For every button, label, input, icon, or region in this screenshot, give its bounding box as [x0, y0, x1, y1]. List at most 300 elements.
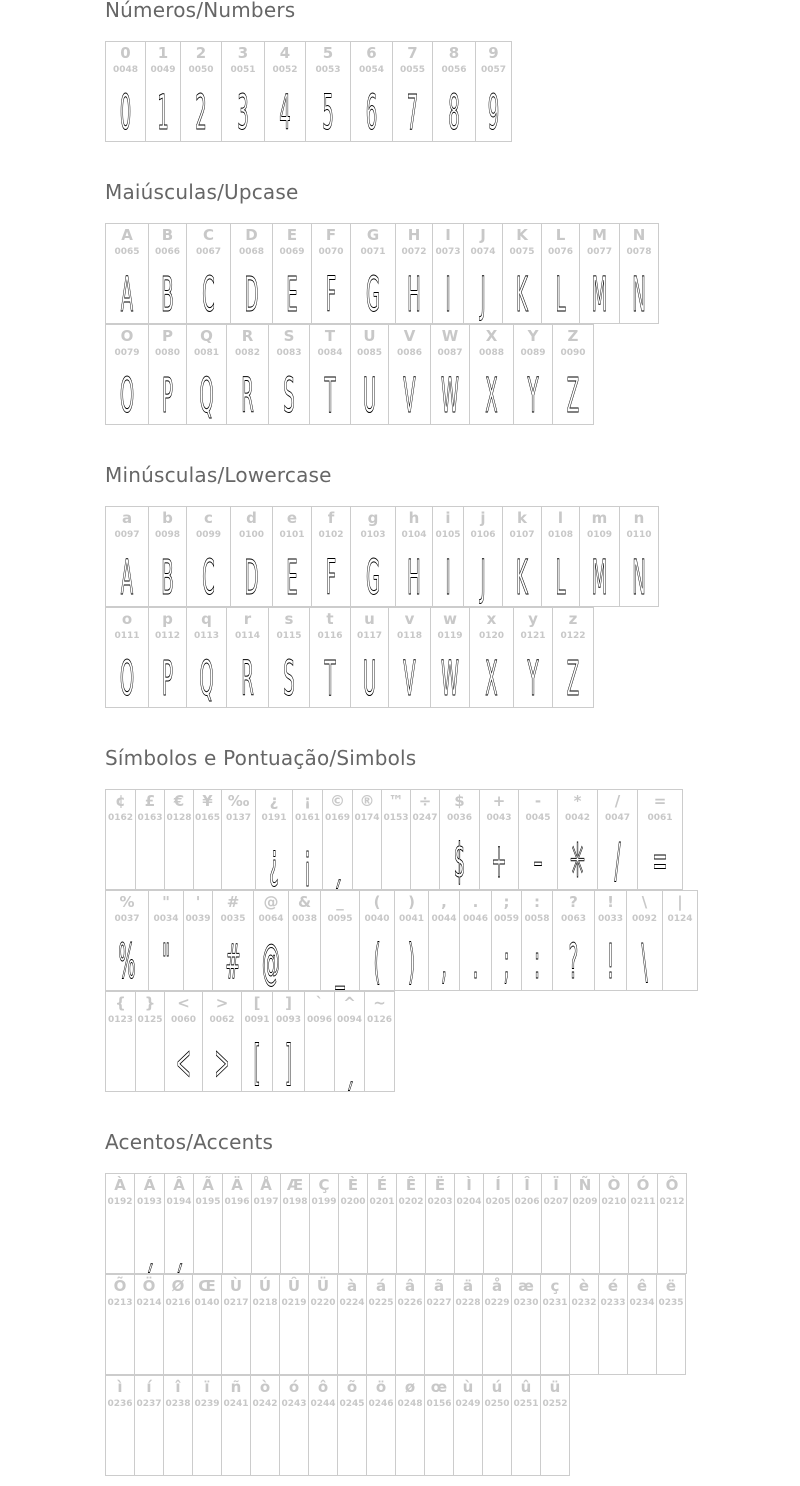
glyph-cell — [411, 790, 440, 890]
glyph-sample: J — [480, 267, 486, 323]
glyph-char-label: 7 — [407, 44, 418, 62]
glyph-char-label: £ — [144, 792, 156, 810]
glyph-code-label: 0213 — [107, 1298, 133, 1308]
glyph-code-label: 0251 — [513, 1399, 539, 1409]
glyph-sample — [433, 1420, 445, 1474]
glyph-cell — [310, 325, 351, 425]
glyph-code-label: 0204 — [456, 1197, 482, 1207]
glyph-sample: 2 — [195, 85, 207, 141]
glyph-cell — [620, 507, 659, 607]
glyph-cell — [135, 1174, 165, 1274]
glyph-char-label: œ — [430, 1378, 448, 1396]
glyph-sample — [172, 1420, 184, 1474]
glyph-sample: ! — [606, 934, 615, 990]
glyph-code-label: 0128 — [166, 813, 192, 823]
glyph-cell — [273, 224, 312, 324]
glyph-code-label: 0073 — [435, 247, 461, 257]
glyph-cell — [558, 790, 598, 890]
glyph-char-label: ~ — [373, 994, 386, 1012]
glyph-code-label: 0102 — [318, 530, 344, 540]
glyph-char-label: + — [492, 792, 506, 810]
glyph-cell — [599, 1275, 628, 1375]
glyph-cell — [431, 608, 470, 708]
glyph-cell — [135, 1275, 164, 1375]
glyph-cell — [476, 42, 512, 142]
glyph-row — [105, 991, 395, 1092]
glyph-cell — [310, 608, 351, 708]
glyph-code-label: 0161 — [294, 813, 321, 823]
glyph-sample: O — [119, 651, 135, 707]
glyph-sample — [666, 1218, 678, 1272]
glyph-char-label: ä — [462, 1277, 474, 1295]
glyph-sample — [346, 1420, 358, 1474]
glyph-cell — [433, 224, 464, 324]
glyph-sample: T — [324, 368, 336, 424]
glyph-code-label: 0101 — [279, 530, 305, 540]
glyph-char-label: ï — [204, 1378, 210, 1396]
glyph-sample — [607, 1319, 619, 1373]
glyph-sample — [404, 1420, 416, 1474]
glyph-cell — [351, 608, 389, 708]
glyph-code-label: 0197 — [253, 1197, 279, 1207]
glyph-char-label: ¥ — [202, 792, 213, 810]
glyph-cell — [222, 1376, 251, 1476]
glyph-cell — [321, 891, 360, 991]
glyph-code-label: 0252 — [542, 1399, 568, 1409]
glyph-char-label: 0 — [120, 44, 131, 62]
glyph-sample: . — [472, 934, 479, 990]
glyph-code-label: 0193 — [136, 1197, 163, 1207]
glyph-sample: P — [162, 651, 173, 707]
glyph-cell — [514, 608, 553, 708]
glyph-char-label: € — [173, 792, 185, 810]
glyph-code-label: 0085 — [356, 348, 383, 358]
glyph-cell — [165, 1174, 194, 1274]
glyph-code-label: 0209 — [572, 1197, 598, 1207]
glyph-sample — [405, 1218, 417, 1272]
glyph-char-label: j — [480, 509, 486, 527]
glyph-code-label: 0066 — [154, 247, 181, 257]
glyph-sample — [143, 1319, 155, 1373]
glyph-char-label: é — [607, 1277, 619, 1295]
glyph-code-label: 0119 — [437, 631, 463, 641]
glyph-cell — [396, 507, 433, 607]
glyph-sample — [288, 1319, 300, 1373]
glyph-code-label: 0116 — [317, 631, 343, 641]
glyph-char-label: Ú — [258, 1277, 272, 1295]
glyph-cell — [553, 891, 595, 991]
glyph-code-label: 0058 — [524, 914, 550, 924]
glyph-cell — [106, 224, 149, 324]
glyph-sample: 5 — [322, 85, 334, 141]
glyph-char-label: m — [591, 509, 608, 527]
glyph-code-label: 0153 — [383, 813, 409, 823]
glyph-sample — [144, 834, 156, 888]
glyph-code-label: 0060 — [170, 1015, 197, 1025]
glyph-cell — [396, 224, 433, 324]
glyph-char-label: ` — [315, 994, 324, 1012]
glyph-sample — [549, 1420, 561, 1474]
glyph-sample: ˏ — [344, 1035, 355, 1091]
glyph-char-label: Ï — [553, 1176, 559, 1194]
glyph-sample: H — [407, 267, 421, 323]
glyph-code-label: 0099 — [195, 530, 222, 540]
glyph-sample: I — [445, 550, 451, 606]
glyph-code-label: 0079 — [114, 348, 140, 358]
glyph-sample: B — [161, 267, 174, 323]
glyph-sample: K — [516, 267, 528, 323]
glyph-cell — [455, 1174, 484, 1274]
glyph-cell — [269, 325, 310, 425]
glyph-sample: , — [441, 934, 447, 990]
glyph-cell — [136, 992, 165, 1092]
glyph-char-label: Ç — [318, 1176, 330, 1194]
glyph-sample: N — [632, 267, 646, 323]
glyph-sample: R — [241, 651, 254, 707]
glyph-sample — [673, 935, 687, 989]
glyph-char-label: 3 — [237, 44, 249, 62]
glyph-char-label: k — [517, 509, 527, 527]
glyph-code-label: 0107 — [509, 530, 535, 540]
glyph-char-label: ê — [636, 1277, 648, 1295]
glyph-code-label: 0036 — [446, 813, 473, 823]
glyph-sample — [313, 1036, 325, 1090]
glyph-cell — [542, 224, 580, 324]
glyph-sample: S — [283, 368, 295, 424]
glyph-char-label: ® — [359, 792, 375, 810]
glyph-cell — [368, 1174, 397, 1274]
glyph-sample — [192, 935, 204, 989]
glyph-char-label: ÷ — [418, 792, 432, 810]
glyph-code-label: 0103 — [360, 530, 386, 540]
glyph-sample — [665, 1319, 677, 1373]
glyph-cell — [629, 1174, 658, 1274]
glyph-char-label: ô — [317, 1378, 329, 1396]
glyph-cell — [365, 992, 395, 1092]
glyph-char-label: q — [201, 610, 212, 628]
glyph-code-label: 0123 — [107, 1015, 134, 1025]
glyph-sample: : — [533, 934, 541, 990]
glyph-char-label: è — [578, 1277, 590, 1295]
glyph-sample — [462, 1420, 474, 1474]
glyph-code-label: 0088 — [478, 348, 505, 358]
glyph-cell — [503, 224, 542, 324]
glyph-char-label: c — [204, 509, 213, 527]
glyph-char-label: Ò — [607, 1176, 621, 1194]
glyph-char-label: x — [486, 610, 497, 628]
glyph-sample: – — [533, 833, 543, 889]
glyph-code-label: 0059 — [493, 914, 520, 924]
glyph-sample: H — [407, 550, 421, 606]
glyph-cell — [483, 1275, 512, 1375]
glyph-char-label: Œ — [198, 1277, 216, 1295]
glyph-char-label: X — [485, 327, 498, 345]
glyph-sample — [172, 1319, 184, 1373]
glyph-code-label: 0212 — [659, 1197, 685, 1207]
glyph-sample — [144, 1036, 156, 1090]
glyph-char-label: W — [441, 327, 459, 345]
glyph-cell — [222, 1275, 251, 1375]
glyph-char-label: Î — [524, 1176, 530, 1194]
section-title-upcase: Maiúsculas/Upcase — [105, 180, 299, 204]
glyph-code-label: 0091 — [244, 1015, 270, 1025]
glyph-cell — [570, 1275, 599, 1375]
glyph-cell — [193, 1275, 222, 1375]
section-title-symbols: Símbolos e Pontuação/Simbols — [105, 746, 417, 770]
glyph-sample — [259, 1319, 271, 1373]
glyph-code-label: 0113 — [193, 631, 220, 641]
glyph-cell — [484, 1174, 513, 1274]
glyph-code-label: 0106 — [470, 530, 496, 540]
glyph-code-label: 0070 — [318, 247, 344, 257]
glyph-cell — [281, 1174, 310, 1274]
glyph-code-label: 0114 — [234, 631, 261, 641]
glyph-cell — [309, 1275, 338, 1375]
glyph-char-label: a — [121, 509, 133, 527]
glyph-cell — [353, 790, 382, 890]
glyph-char-label: 2 — [195, 44, 207, 62]
glyph-sample: W — [441, 651, 459, 707]
glyph-code-label: 0054 — [358, 65, 385, 75]
glyph-code-label: 0218 — [252, 1298, 278, 1308]
glyph-code-label: 0248 — [397, 1399, 423, 1409]
glyph-row — [105, 1274, 686, 1375]
glyph-cell — [193, 1376, 222, 1476]
glyph-code-label: 0219 — [281, 1298, 307, 1308]
glyph-sample: F — [325, 550, 337, 606]
glyph-code-label: 0049 — [150, 65, 176, 75]
glyph-sample — [114, 1036, 126, 1090]
glyph-sample — [143, 1420, 155, 1474]
glyph-cell — [149, 224, 187, 324]
glyph-code-label: 0063 — [560, 914, 587, 924]
glyph-char-label: e — [286, 509, 298, 527]
glyph-code-label: 0194 — [166, 1197, 192, 1207]
glyph-cell — [335, 992, 365, 1092]
glyph-code-label: 0216 — [165, 1298, 191, 1308]
glyph-char-label: p — [162, 610, 173, 628]
glyph-code-label: 0074 — [470, 247, 496, 257]
glyph-cell — [522, 891, 553, 991]
glyph-cell — [106, 1174, 135, 1274]
glyph-char-label: Ù — [229, 1277, 243, 1295]
glyph-code-label: 0112 — [154, 631, 181, 641]
glyph-char-label: ! — [607, 893, 614, 911]
glyph-char-label: D — [245, 226, 258, 244]
glyph-sample — [373, 1036, 385, 1090]
glyph-cell — [492, 891, 522, 991]
glyph-sample: " — [161, 934, 171, 990]
glyph-cell — [149, 891, 184, 991]
glyph-char-label: á — [375, 1277, 387, 1295]
glyph-sample: [ — [253, 1035, 261, 1091]
glyph-code-label: 0195 — [195, 1197, 221, 1207]
glyph-row — [105, 1173, 687, 1274]
section-title-numbers: Números/Numbers — [105, 0, 296, 22]
glyph-cell — [106, 325, 149, 425]
glyph-code-label: 0137 — [225, 813, 252, 823]
glyph-code-label: 0086 — [396, 348, 423, 358]
glyph-char-label: H — [407, 226, 421, 244]
glyph-row — [105, 607, 594, 708]
glyph-char-label: Ë — [434, 1176, 446, 1194]
glyph-cell — [252, 1174, 281, 1274]
glyph-code-label: 0192 — [107, 1197, 133, 1207]
glyph-sample: N — [632, 550, 646, 606]
glyph-code-label: 0243 — [281, 1399, 307, 1409]
glyph-char-label: ) — [408, 893, 415, 911]
glyph-code-label: 0062 — [209, 1015, 235, 1025]
glyph-cell — [620, 224, 659, 324]
glyph-char-label: > — [215, 994, 229, 1012]
glyph-char-label: J — [480, 226, 486, 244]
glyph-sample: # — [225, 934, 241, 990]
glyph-code-label: 0083 — [276, 348, 302, 358]
glyph-code-label: 0206 — [514, 1197, 540, 1207]
glyph-char-label: u — [364, 610, 375, 628]
glyph-char-label: z — [568, 610, 578, 628]
glyph-char-label: ¿ — [269, 792, 279, 810]
glyph-cell — [187, 224, 231, 324]
glyph-code-label: 0110 — [626, 530, 652, 540]
glyph-char-label: ç — [550, 1277, 560, 1295]
glyph-cell — [256, 790, 293, 890]
glyph-code-label: 0120 — [478, 631, 505, 641]
glyph-sample — [491, 1319, 503, 1373]
glyph-code-label: 0165 — [194, 813, 221, 823]
glyph-code-label: 0238 — [165, 1399, 191, 1409]
glyph-row — [105, 890, 698, 991]
glyph-cell — [213, 891, 254, 991]
glyph-char-label: " — [162, 893, 170, 911]
glyph-char-label: / — [614, 792, 621, 810]
glyph-code-label: 0226 — [397, 1298, 423, 1308]
glyph-sample — [202, 1218, 214, 1272]
glyph-sample — [375, 1319, 387, 1373]
glyph-sample — [520, 1420, 532, 1474]
glyph-sample — [232, 834, 246, 888]
glyph-char-label: Ì — [466, 1176, 472, 1194]
glyph-char-label: O — [120, 327, 134, 345]
glyph-code-label: 0044 — [431, 914, 457, 924]
glyph-sample — [491, 1420, 503, 1474]
glyph-cell — [433, 42, 476, 142]
glyph-char-label: © — [330, 792, 345, 810]
glyph-char-label: _ — [336, 893, 344, 911]
glyph-char-label: ¡ — [304, 792, 311, 810]
glyph-char-label: w — [443, 610, 457, 628]
glyph-code-label: 0196 — [224, 1197, 250, 1207]
glyph-code-label: 0245 — [339, 1399, 365, 1409]
glyph-sample: ] — [284, 1035, 293, 1091]
glyph-cell — [149, 507, 187, 607]
glyph-code-label: 0162 — [107, 813, 134, 823]
glyph-sample: 9 — [487, 85, 500, 141]
glyph-sample — [550, 1218, 562, 1272]
glyph-cell — [136, 790, 165, 890]
glyph-code-label: 0244 — [310, 1399, 336, 1409]
glyph-row — [105, 223, 659, 324]
glyph-cell — [242, 992, 273, 1092]
glyph-sample — [404, 1319, 416, 1373]
glyph-cell — [293, 790, 323, 890]
glyph-code-label: 0050 — [188, 65, 214, 75]
glyph-code-label: 0217 — [223, 1298, 249, 1308]
glyph-code-label: 0211 — [630, 1197, 656, 1207]
glyph-sample — [317, 1420, 329, 1474]
glyph-sample: C — [202, 267, 215, 323]
glyph-cell — [323, 790, 353, 890]
glyph-sample: ˏ — [144, 1217, 155, 1273]
glyph-char-label: i — [445, 509, 451, 527]
glyph-char-label: Ä — [231, 1176, 243, 1194]
glyph-sample: 4 — [279, 85, 291, 141]
glyph-char-label: [ — [253, 994, 261, 1012]
glyph-sample — [520, 1319, 532, 1373]
glyph-cell — [389, 325, 431, 425]
glyph-char-label: v — [404, 610, 415, 628]
glyph-cell — [149, 608, 187, 708]
glyph-cell — [425, 1376, 454, 1476]
glyph-char-label: - — [534, 792, 542, 810]
glyph-sample — [114, 1319, 126, 1373]
glyph-sample — [608, 1218, 620, 1272]
glyph-sample: ? — [568, 934, 579, 990]
glyph-char-label: s — [284, 610, 294, 628]
glyph-cell — [187, 608, 227, 708]
glyph-sample — [462, 1319, 474, 1373]
glyph-code-label: 0207 — [543, 1197, 569, 1207]
glyph-sample — [230, 1319, 242, 1373]
glyph-char-label: C — [202, 226, 214, 244]
glyph-char-label: ò — [259, 1378, 271, 1396]
glyph-char-label: * — [573, 792, 582, 810]
glyph-sample — [492, 1218, 504, 1272]
glyph-char-label: Ô — [665, 1176, 679, 1194]
glyph-code-label: 0095 — [327, 914, 353, 924]
glyph-row — [105, 506, 659, 607]
glyph-code-label: 0081 — [193, 348, 220, 358]
glyph-char-label: ? — [569, 893, 578, 911]
glyph-code-label: 0041 — [398, 914, 425, 924]
glyph-sample: 7 — [406, 85, 419, 141]
glyph-sample: F — [325, 267, 337, 323]
glyph-char-label: d — [246, 509, 257, 527]
glyph-code-label: 0227 — [426, 1298, 452, 1308]
glyph-code-label: 0100 — [238, 530, 265, 540]
glyph-code-label: 0246 — [368, 1399, 394, 1409]
glyph-sample — [375, 1420, 387, 1474]
glyph-code-label: 0200 — [340, 1197, 366, 1207]
section-title-lowercase: Minúsculas/Lowercase — [105, 463, 332, 487]
glyph-char-label: ( — [373, 893, 381, 911]
glyph-code-label: 0237 — [136, 1399, 162, 1409]
glyph-char-label: É — [376, 1176, 388, 1194]
glyph-sample: 1 — [157, 85, 169, 141]
glyph-cell — [395, 891, 429, 991]
glyph-cell — [658, 1174, 687, 1274]
glyph-sample — [361, 834, 373, 888]
glyph-char-label: î — [175, 1378, 181, 1396]
glyph-sample: X — [485, 368, 498, 424]
glyph-sample: ¡ — [303, 833, 312, 889]
glyph-code-label: 0052 — [272, 65, 298, 75]
glyph-cell — [598, 790, 638, 890]
glyph-sample: B — [161, 550, 174, 606]
glyph-char-label: n — [633, 509, 645, 527]
glyph-cell — [223, 1174, 252, 1274]
glyph-cell — [382, 790, 411, 890]
